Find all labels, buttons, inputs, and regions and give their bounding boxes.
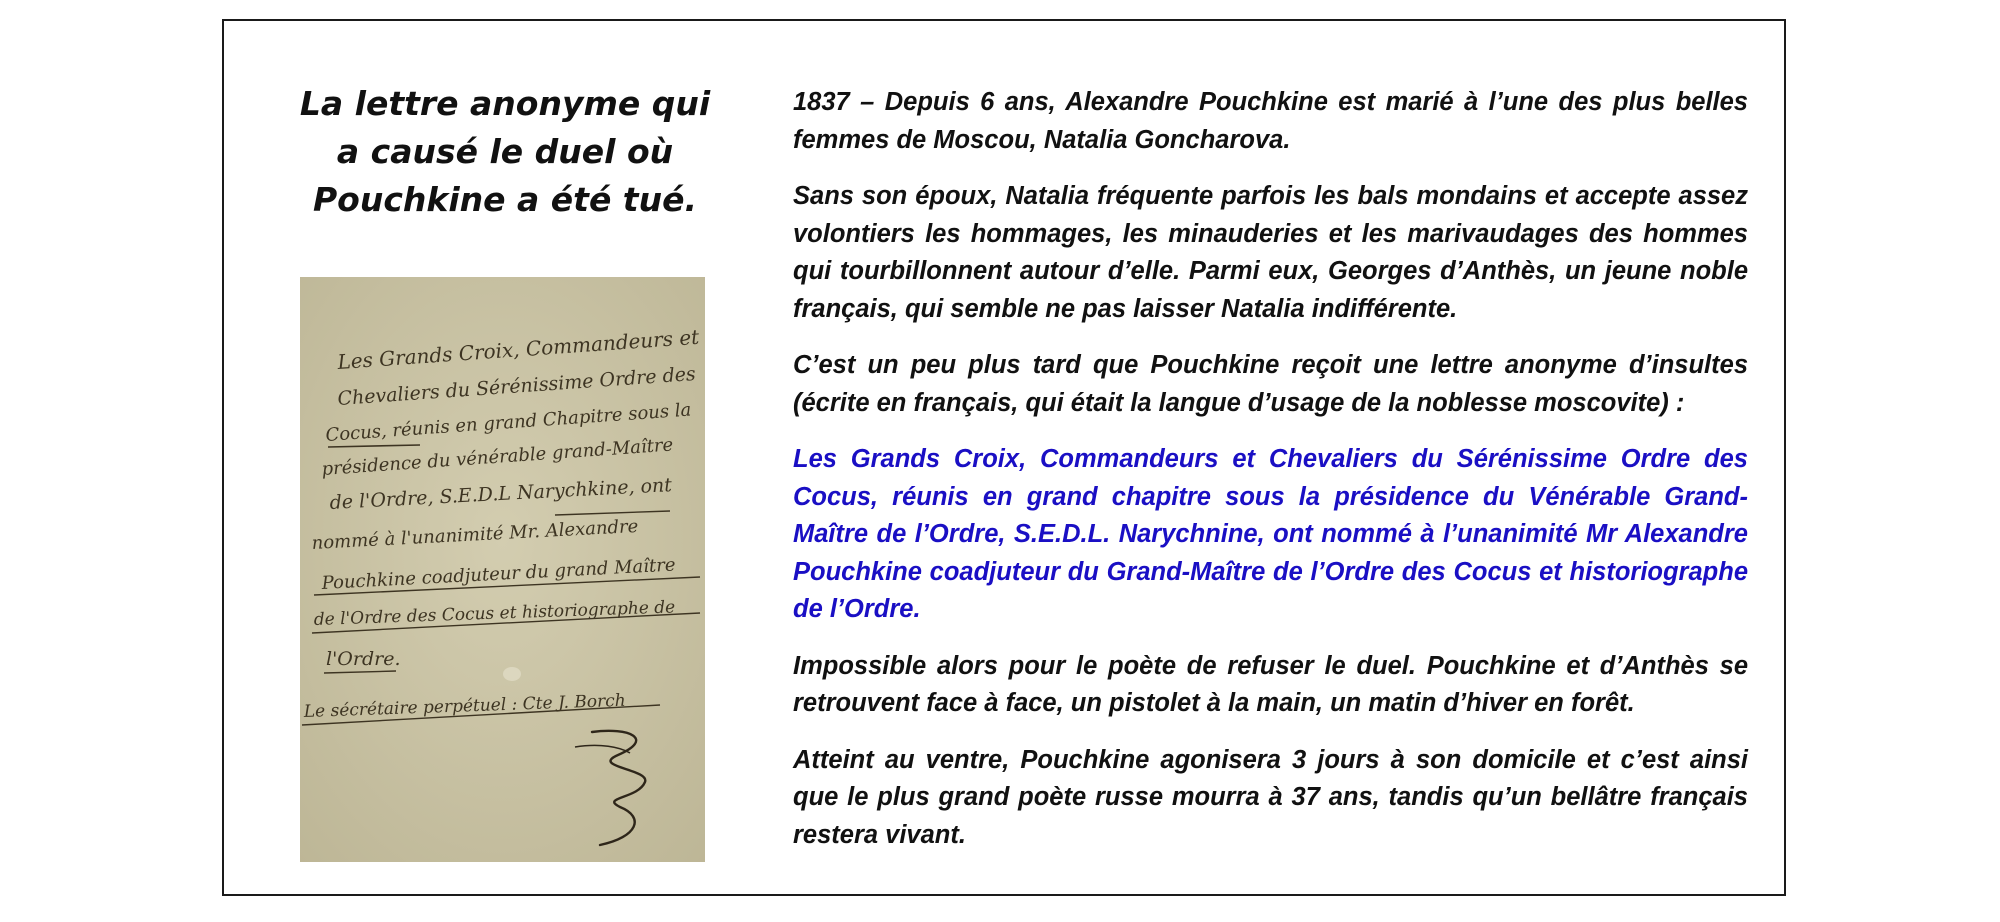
title-line-1: La lettre anonyme qui (299, 84, 711, 123)
letter-line-1: Les Grands Croix, Commandeurs et (336, 324, 700, 374)
paragraph-intro: 1837 – Depuis 6 ans, Alexandre Pouchkine est marié à l’une des plus belles femmes de Moscou, Natalia Goncharova. (793, 88, 1748, 154)
letter-line-6: nommé à l'unanimité Mr. Alexandre (311, 515, 639, 554)
article-text (793, 84, 1748, 873)
slide-title (290, 80, 720, 224)
title-line-3: Pouchkine a été tué. (313, 180, 697, 219)
letter-line-9: l'Ordre. (326, 648, 401, 670)
title-line-2: a causé le duel où (336, 132, 674, 171)
anonymous-letter-photo (300, 277, 705, 862)
paragraph-death: Atteint au ventre, Pouchkine agonisera 3 jours à son domicile et c’est ainsi que le plus grand poète russe mourra à 37 ans, tandis qu’un bellâtre français restera vivant. (793, 745, 1748, 849)
letter-line-2: Chevaliers du Sérénissime Ordre des (336, 363, 697, 410)
letter-quote: Les Grands Croix, Commandeurs et Chevaliers du Sérénissime Ordre des Cocus, réunis en grand chapitre sous la présidence du Vénérable Grand-Maître de l’Ordre, S.E.D.L. Narychnine, ont nommé à l’unanimité Mr Alexandre Pouchkine coadjuteur du Grand-Maître de l’Ordre des Cocus et historiographe de l’Ordre. (793, 445, 1748, 623)
letter-line-5: de l'Ordre, S.E.D.L Narychkine, ont (329, 474, 673, 514)
paragraph-natalia: Sans son époux, Natalia fréquente parfois les bals mondains et accepte assez volontiers les hommages, les minauderies et les marivaudages des hommes qui tourbillonnent autour d’elle. Parmi eux, Georges d’Anthès, un jeune noble français, qui semble ne pas laisser Natalia indifférente. (793, 182, 1748, 323)
letter-line-4: présidence du vénérable grand-Maître (320, 434, 674, 480)
letter-line-7: Pouchkine coadjuteur du grand Maître (321, 554, 676, 594)
letter-line-3: Cocus, réunis en grand Chapitre sous la (324, 399, 692, 446)
paragraph-duel: Impossible alors pour le poète de refuser le duel. Pouchkine et d’Anthès se retrouvent face à face, un pistolet à la main, un matin d’hiver en forêt. (793, 651, 1748, 717)
paragraph-letter-intro: C’est un peu plus tard que Pouchkine reçoit une lettre anonyme d’insultes (écrite en français, qui était la langue d’usage de la noblesse moscovite) : (793, 351, 1748, 417)
letter-line-10: Le sécrétaire perpétuel : Cte J. Borch (303, 690, 626, 722)
letter-line-8: de l'Ordre des Cocus et historiographe de (313, 597, 676, 630)
